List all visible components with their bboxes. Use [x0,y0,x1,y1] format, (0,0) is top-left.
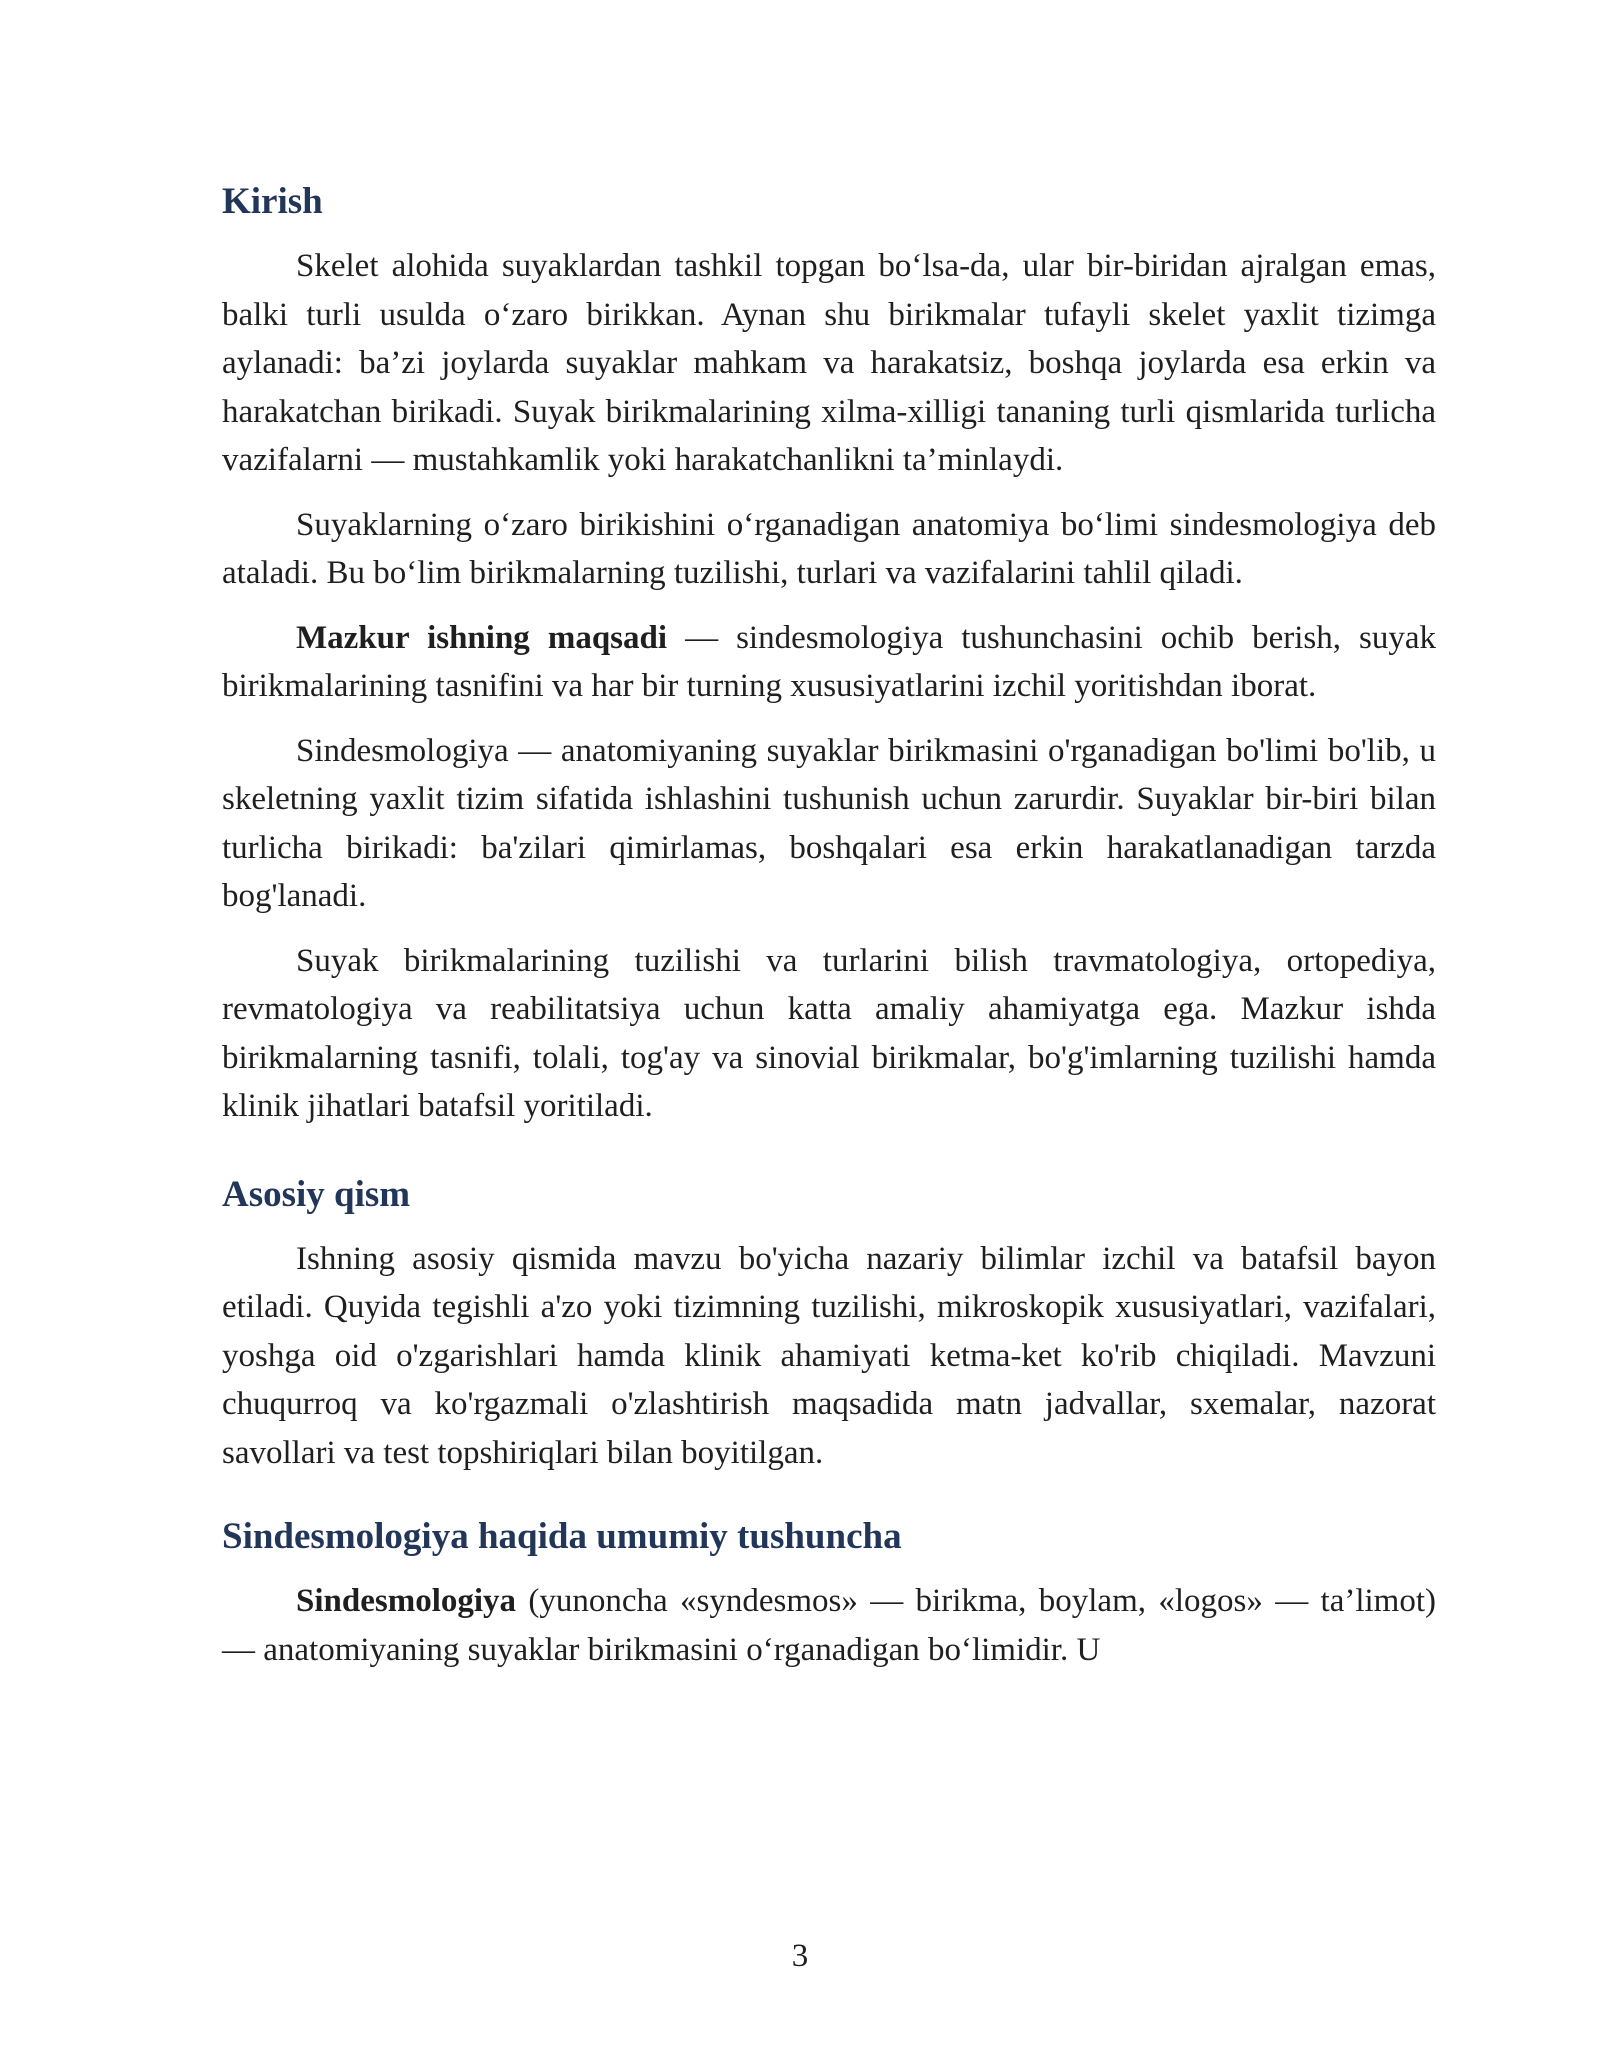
purpose-label: Mazkur ishning maqsadi [296,619,668,656]
paragraph-sindesmologiya-1 [222,1577,1436,1674]
term-sindesmologiya: Sindesmologiya [296,1583,517,1619]
heading-kirish: Kirish [222,181,323,222]
paragraph-intro-4: Sindesmologiya — anatomiyaning suyaklar birikmasini o'rganadigan bo'limi bo'lib, u skeletning yaxlit tizim sifatida ishlashini tushunish uchun zarurdir. Suyaklar bir-biri bilan turlicha birikadi: ba'zilari qimirlamas, boshqalari esa erkin harakatlanadigan tarzda bog'lanadi. [222,732,1436,914]
paragraph-intro-1: Skelet alohida suyaklardan tashkil topgan bo‘lsa-da, ular bir-biridan ajralgan emas, balki turli usulda o‘zaro birikkan. Aynan shu birikmalar tufayli skelet yaxlit tizimga aylanadi: ba’zi joylarda suyaklar mahkam va harakatsiz, boshqa joylarda esa erkin va harakatchan birikadi. Suyak birikmalarining xilma-xilligi tananing turli qismlarida turlicha vazifalarni — mustahkamlik yoki harakatchanlikni ta’minlaydi. [222,248,1436,478]
paragraph-purpose [222,614,1436,711]
paragraph-intro-5: Suyak birikmalarining tuzilishi va turlarini bilish travmatologiya, ortopediya, revmatologiya va reabilitatsiya uchun katta amaliy ahamiyatga ega. Mazkur ishda birikmalarning tasnifi, tolali, tog'ay va sinovial birikmalar, bo'g'imlarning tuzilishi hamda klinik jihatlari batafsil yoritiladi. [222,942,1436,1124]
purpose-text: — sindesmologiya tushunchasini ochib berish, suyak birikmalarining tasnifini va har bir turning xususiyatlarini izchil yoritishdan iborat. [222,619,1437,704]
paragraph-intro-2: Suyaklarning o‘zaro birikishini o‘rganadigan anatomiya bo‘limi sindesmologiya deb ataladi. Bu bo‘lim birikmalarning tuzilishi, turlari va vazifalarini tahlil qiladi. [222,506,1436,591]
heading-asosiy-qism: Asosiy qism [222,1173,411,1215]
page-number: 3 [791,1938,809,1974]
definition-text: (yunoncha «syndesmos» — birikma, boylam, «logos» — ta’limot) — anatomiyaning suyaklar birikmasini o‘rganadigan bo‘limidir. U [222,1583,1436,1668]
paragraph-main-1: Ishning asosiy qismida mavzu bo'yicha nazariy bilimlar izchil va batafsil bayon etiladi. Quyida tegishli a'zo yoki tizimning tuzilishi, mikroskopik xususiyatlari, vazifalari, yoshga oid o'zgarishlari hamda klinik ahamiyati ketma-ket ko'rib chiqiladi. Mavzuni chuqurroq va ko'rgazmali o'zlashtirish maqsadida matn jadvallar, sxemalar, nazorat savollari va test topshiriqlari bilan boyitilgan. [222,1240,1436,1471]
heading-sindesmologiya: Sindesmologiya haqida umumiy tushuncha [222,1516,902,1557]
document-page [222,178,1436,1674]
